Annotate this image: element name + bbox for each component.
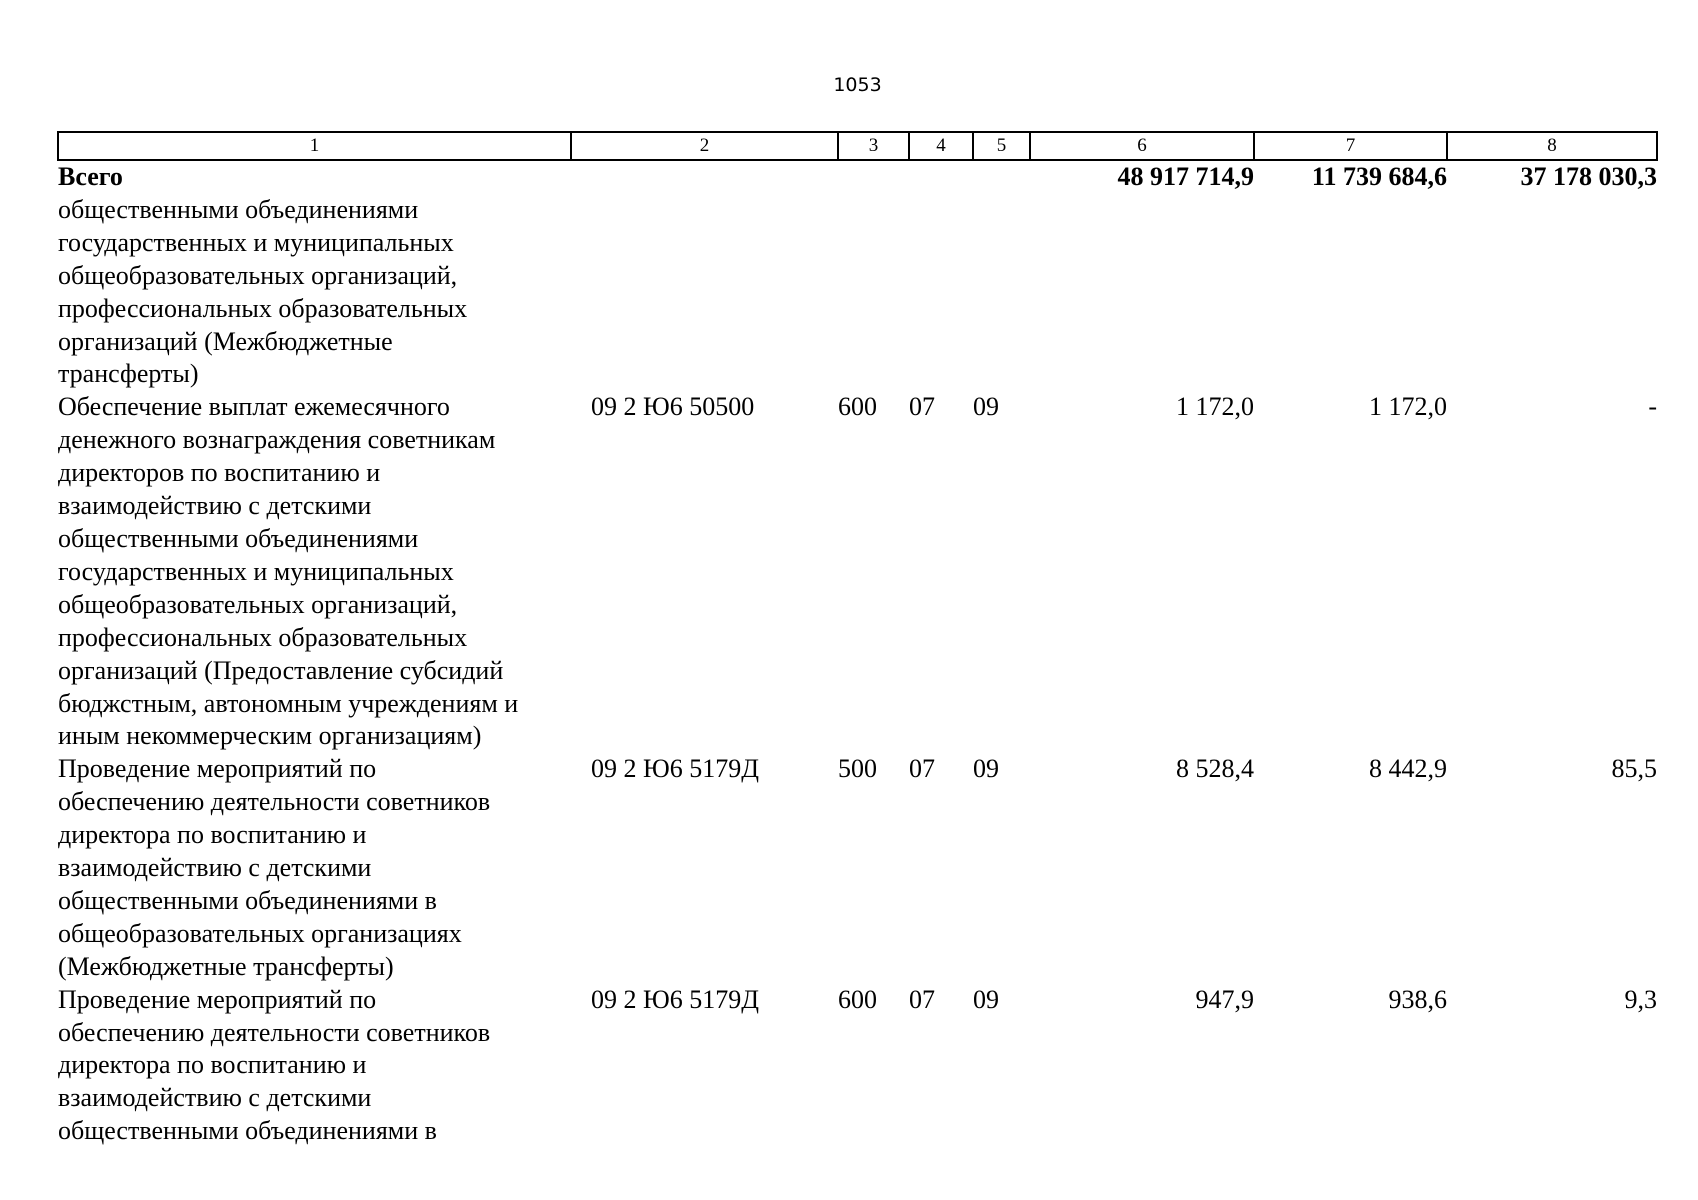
row-col3: 600 [838, 392, 877, 422]
row-col8 [1447, 194, 1657, 391]
row-col7: 1 172,0 [1369, 392, 1447, 422]
row-col8: 85,5 [1611, 754, 1657, 784]
column-header-2: 2 [571, 132, 838, 160]
row-name: Проведение мероприятий по обеспечению деятельности советников директора по воспитанию и взаимодействию с детскими общественными объединениями в общеобразовательных организациях (Межбюджетные трансферты) [58, 754, 491, 981]
row-col6: 8 528,4 [1176, 754, 1254, 784]
row-col3 [838, 194, 909, 391]
row-col6: 1 172,0 [1176, 392, 1254, 422]
column-header-8: 8 [1447, 132, 1657, 160]
row-col4: 07 [909, 984, 935, 1014]
column-header-5: 5 [973, 132, 1030, 160]
page-number: 1053 [833, 74, 882, 96]
row-code: 09 2 Ю6 5179Д [591, 754, 759, 784]
row-code [571, 194, 838, 391]
row-name: общественными объединениями государственных и муниципальных общеобразовательных организаций, профессиональных образовательных организаций (Межбюджетные трансферты) [58, 194, 468, 389]
row-col4: 07 [909, 754, 935, 784]
total-code-cell [571, 160, 838, 194]
row-col5: 09 [973, 754, 999, 784]
budget-table [57, 131, 1658, 1148]
row-col4: 07 [909, 392, 935, 422]
table-row [58, 391, 1657, 753]
row-col4 [909, 194, 973, 391]
row-code: 09 2 Ю6 5179Д [591, 984, 759, 1014]
total-col3-cell [838, 160, 909, 194]
total-col7-value: 11 739 684,6 [1311, 162, 1447, 191]
row-col5 [973, 194, 1030, 391]
row-col6 [1030, 194, 1254, 391]
row-col5: 09 [973, 984, 999, 1014]
total-col5-cell [973, 160, 1030, 194]
row-col8: - [1648, 392, 1657, 422]
column-header-6: 6 [1030, 132, 1254, 160]
total-label: Всего [58, 162, 123, 191]
total-col6-value: 48 917 714,9 [1117, 162, 1254, 191]
column-header-4: 4 [909, 132, 973, 160]
table-row [58, 984, 1657, 1149]
row-col7: 938,6 [1388, 984, 1447, 1014]
column-header-1: 1 [58, 132, 571, 160]
row-code: 09 2 Ю6 50500 [591, 392, 755, 422]
row-col5: 09 [973, 392, 999, 422]
row-name: Обеспечение выплат ежемесячного денежного вознаграждения советникам директоров по воспитанию и взаимодействию с детскими общественными объединениями государственных и муниципальных общеобразовательных организаций, профессиональных образовательных организаций (Предоставление субсидий бюджстным, автономным учреждениям и иным некоммерческим организациям) [58, 392, 519, 751]
row-col7: 8 442,9 [1369, 754, 1447, 784]
column-number-header-row [58, 132, 1657, 160]
row-name: Проведение мероприятий по обеспечению деятельности советников директора по воспитанию и взаимодействию с детскими общественными объединениями в [58, 984, 491, 1146]
row-col3: 500 [838, 754, 877, 784]
row-col6: 947,9 [1195, 984, 1254, 1014]
row-col7 [1254, 194, 1447, 391]
row-col8: 9,3 [1624, 984, 1657, 1014]
row-col3: 600 [838, 984, 877, 1014]
total-col4-cell [909, 160, 973, 194]
table-row [58, 753, 1657, 983]
column-header-3: 3 [838, 132, 909, 160]
total-col8-value: 37 178 030,3 [1520, 162, 1657, 191]
table-row [58, 194, 1657, 391]
column-header-7: 7 [1254, 132, 1447, 160]
total-row [58, 160, 1657, 194]
